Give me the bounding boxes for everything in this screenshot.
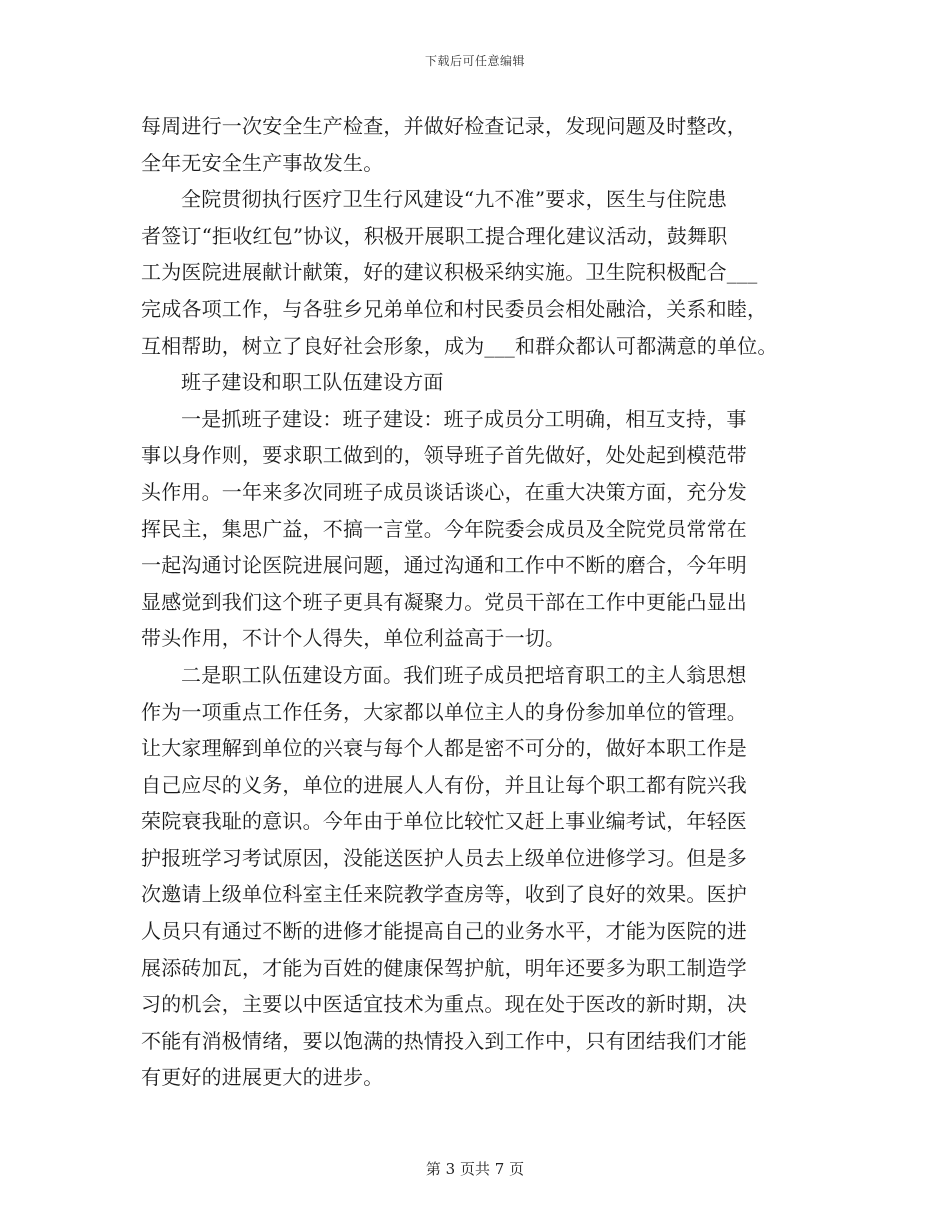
text-line: 头作用。一年来多次同班子成员谈话谈心，在重大决策方面，充分发 [141, 479, 747, 504]
text-line: 作为一项重点工作任务，大家都以单位主人的身份参加单位的管理。 [141, 699, 747, 724]
text-line: 有更好的进展更大的进步。 [141, 1065, 384, 1090]
text-line: 挥民主，集思广益，不搞一言堂。今年院委会成员及全院党员常常在 [141, 516, 747, 541]
text-line: 展添砖加瓦，才能为百姓的健康保驾护航，明年还要多为职工制造学 [141, 955, 747, 980]
text-line: 让大家理解到单位的兴衰与每个人都是密不可分的，做好本职工作是 [141, 736, 747, 761]
text-line: 人员只有通过不断的进修才能提高自己的业务水平，才能为医院的进 [141, 919, 747, 944]
text-line: 一是抓班子建设：班子建设：班子成员分工明确，相互支持，事 [181, 406, 747, 431]
text-line: 次邀请上级单位科室主任来院教学查房等，收到了良好的效果。医护 [141, 882, 747, 907]
text-line: 每周进行一次安全生产检查，并做好检查记录，发现问题及时整改， [141, 114, 747, 138]
text-line: 带头作用，不计个人得失，单位利益高于一切。 [141, 626, 566, 651]
text-line: 二是职工队伍建设方面。我们班子成员把培育职工的主人翁思想 [181, 662, 747, 687]
page-header: 下载后可任意编辑 [424, 54, 525, 68]
text-line: 一起沟通讨论医院进展问题，通过沟通和工作中不断的磨合，今年明 [141, 553, 747, 578]
text-line: 护报班学习考试原因，没能送医护人员去上级单位进修学习。但是多 [141, 845, 747, 870]
text-line: 自己应尽的义务，单位的进展人人有份，并且让每个职工都有院兴我 [141, 772, 747, 797]
text-line: 工为医院进展献计献策，好的建议积极采纳实施。卫生院积极配合___ [141, 260, 758, 285]
text-line: 全院贯彻执行医疗卫生行风建设“九不准”要求，医生与住院患 [181, 187, 728, 212]
document-body [141, 108, 821, 1096]
text-line: 事以身作则，要求职工做到的，领导班子首先做好，处处起到模范带 [141, 443, 747, 468]
text-line: 者签订“拒收红包”协议，积极开展职工提合理化建议活动，鼓舞职 [141, 223, 728, 248]
text-line: 互相帮助，树立了良好社会形象，成为___和群众都认可都满意的单位。 [141, 333, 778, 358]
text-line: 不能有消极情绪，要以饱满的热情投入到工作中，只有团结我们才能 [141, 1028, 747, 1053]
text-line: 习的机会，主要以中医适宜技术为重点。现在处于医改的新时期，决 [141, 992, 747, 1017]
text-line: 全年无安全生产事故发生。 [141, 150, 384, 175]
page-footer: 第 3 页共 7 页 [425, 1160, 525, 1178]
text-line: 显感觉到我们这个班子更具有凝聚力。党员干部在工作中更能凸显出 [141, 589, 747, 614]
text-line: 荣院衰我耻的意识。今年由于单位比较忙又赶上事业编考试，年轻医 [141, 809, 747, 834]
text-line: 班子建设和职工队伍建设方面 [181, 370, 444, 395]
text-line: 完成各项工作，与各驻乡兄弟单位和村民委员会相处融洽，关系和睦， [141, 296, 768, 321]
